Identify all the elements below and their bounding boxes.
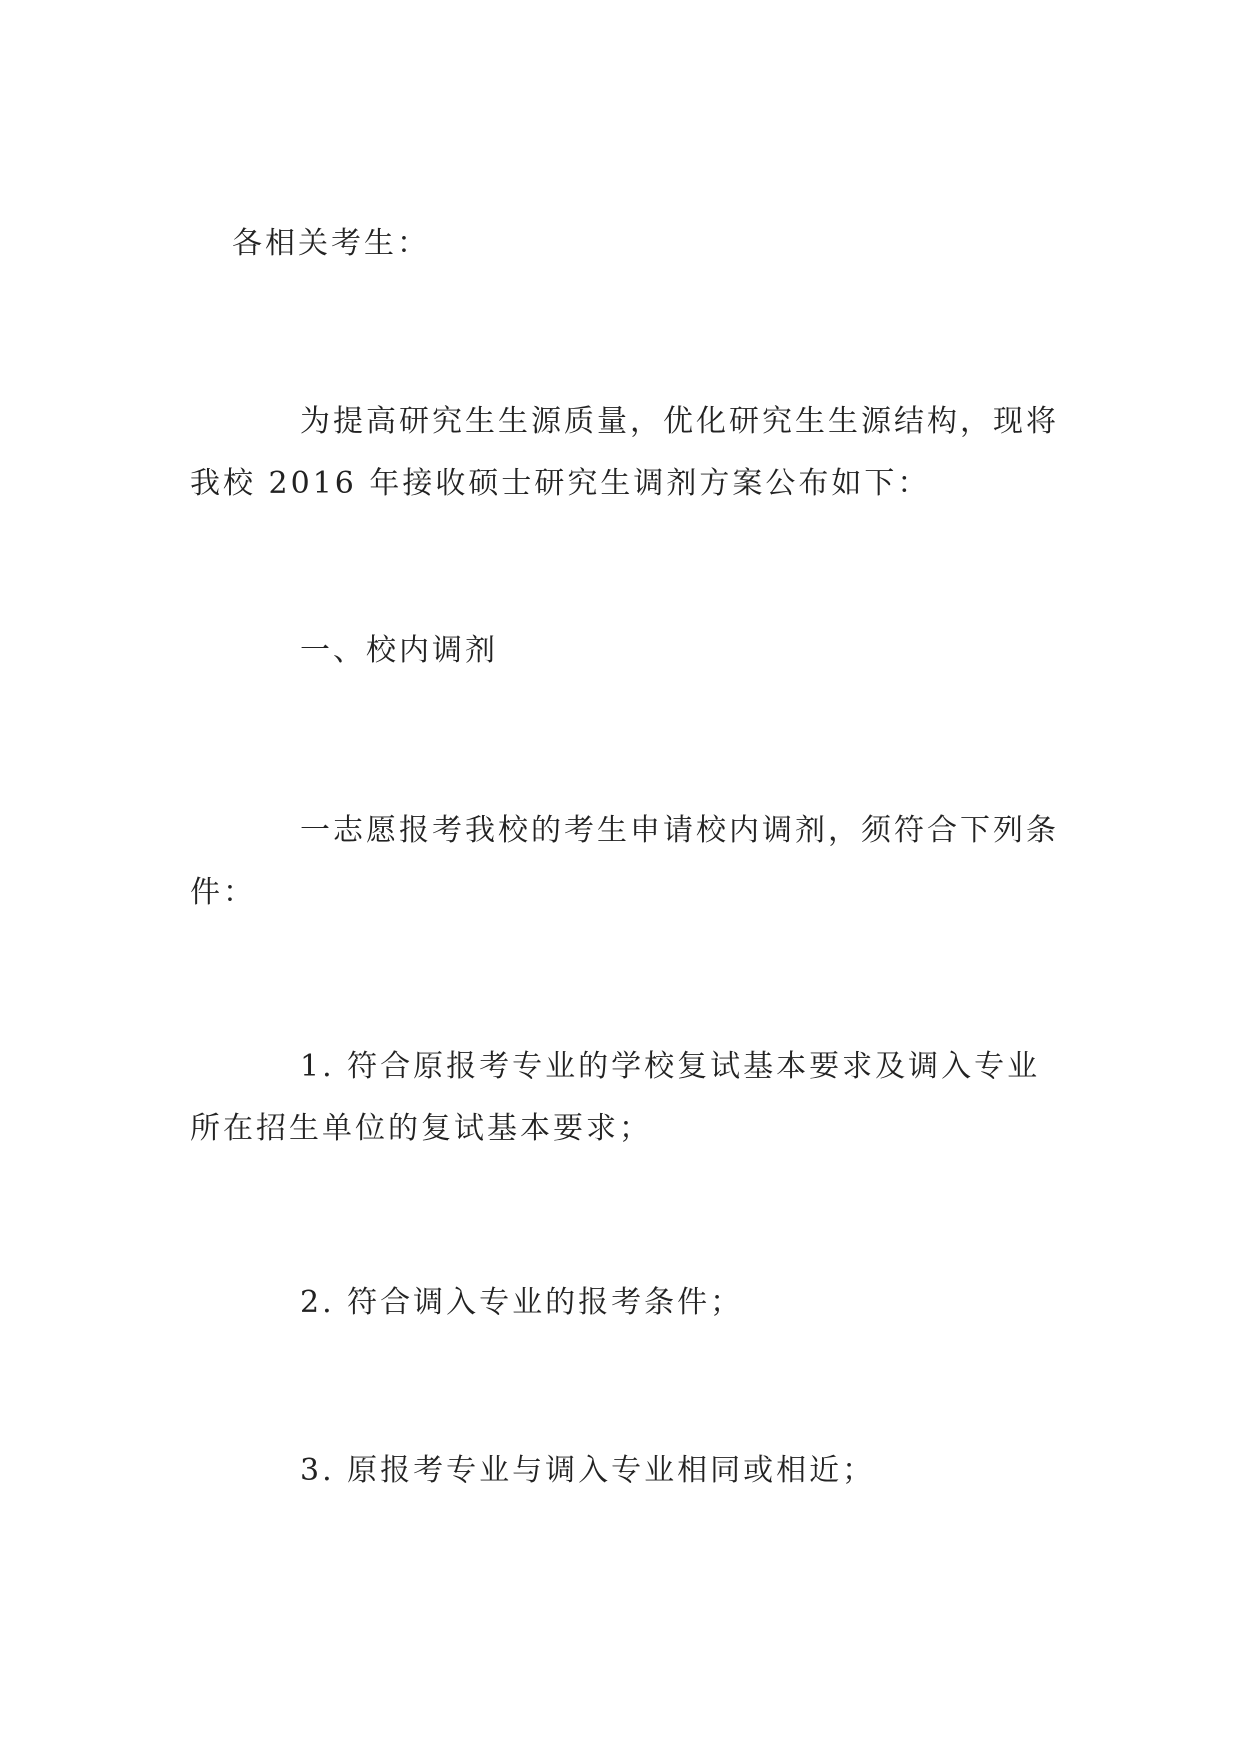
condition-item-1-line-1: 1. 符合原报考专业的学校复试基本要求及调入专业 (300, 1049, 1041, 1084)
condition-item-2: 2. 符合调入专业的报考条件； (300, 1285, 744, 1320)
intro-line-1: 为提高研究生生源质量，优化研究生生源结构，现将 (300, 404, 1059, 439)
internal-transfer-conditions-intro (190, 800, 1070, 924)
conditions-intro-line-2: 件： (190, 875, 256, 910)
condition-item-1 (190, 1036, 1070, 1160)
salutation: 各相关考生： (232, 226, 430, 261)
section-heading-internal-transfer: 一、校内调剂 (300, 633, 498, 668)
conditions-intro-line-1: 一志愿报考我校的考生申请校内调剂，须符合下列条 (300, 813, 1059, 848)
condition-item-1-line-2: 所在招生单位的复试基本要求； (190, 1111, 652, 1146)
intro-paragraph (190, 391, 1070, 515)
intro-line-2: 我校 2016 年接收硕士研究生调剂方案公布如下： (190, 466, 931, 501)
condition-item-3: 3. 原报考专业与调入专业相同或相近； (300, 1453, 876, 1488)
